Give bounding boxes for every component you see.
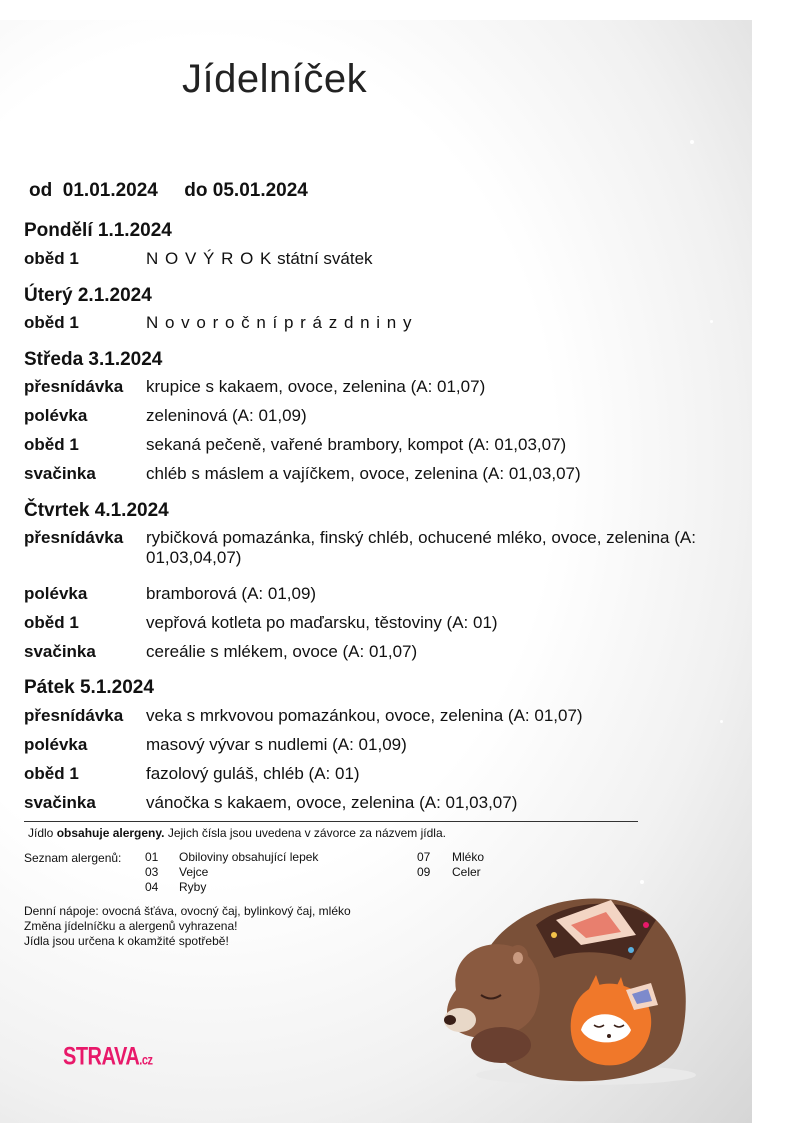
meal-label: polévka: [24, 584, 88, 603]
meal-label: oběd 1: [24, 435, 79, 454]
meal-text: sekaná pečeně, vařené brambory, kompot (A: 01,03,07): [146, 435, 567, 454]
meal-label: polévka: [24, 735, 88, 754]
day-heading: Středa 3.1.2024: [24, 349, 163, 370]
day-heading: Pondělí 1.1.2024: [24, 220, 172, 241]
meal-text: vepřová kotleta po maďarsku, těstoviny (A: 01): [146, 613, 498, 632]
meal-label: svačinka: [24, 642, 96, 661]
sleeping-bear-fox-illustration: [436, 880, 696, 1090]
meal-text: bramborová (A: 01,09): [146, 584, 317, 603]
meal-text: chléb s máslem a vajíčkem, ovoce, zelenina (A: 01,03,07): [146, 464, 581, 483]
holiday-name: N O V Ý R O K: [146, 249, 273, 268]
logo-text: STRAVA: [63, 1043, 140, 1071]
meal-label: oběd 1: [24, 764, 79, 783]
meal-text: zeleninová (A: 01,09): [146, 406, 307, 425]
allergen-note: [28, 826, 446, 840]
strava-logo: [63, 1043, 152, 1072]
consumption-note: Jídla jsou určena k okamžité spotřebě!: [24, 934, 229, 948]
meal-label: svačinka: [24, 464, 96, 483]
allergen-code: 01: [145, 850, 159, 864]
meal-label: přesnídávka: [24, 377, 124, 396]
holiday-name: N o v o r o č n í p r á z d n i n y: [146, 313, 413, 332]
meal-text: [146, 313, 746, 333]
date-to-label: do: [184, 180, 208, 201]
meal-text: fazolový guláš, chléb (A: 01): [146, 764, 360, 783]
meal-label: oběd 1: [24, 613, 79, 632]
meal-label: přesnídávka: [24, 528, 124, 547]
allergen-name: Ryby: [179, 880, 207, 894]
day-heading: Pátek 5.1.2024: [24, 677, 154, 698]
allergen-code: 07: [417, 850, 431, 864]
logo-suffix: .cz: [139, 1053, 153, 1069]
meal-label: oběd 1: [24, 313, 79, 332]
drinks-note: Denní nápoje: ovocná šťáva, ovocný čaj, bylinkový čaj, mléko: [24, 904, 351, 918]
date-from-label: od: [29, 180, 53, 201]
meal-text: veka s mrkvovou pomazánkou, ovoce, zelenina (A: 01,07): [146, 706, 583, 725]
meal-label: svačinka: [24, 793, 96, 812]
allergen-list-label: Seznam alergenů:: [24, 851, 122, 865]
allergen-name: Celer: [452, 865, 481, 879]
date-from: 01.01.2024: [62, 180, 158, 201]
meal-text: [146, 249, 746, 269]
allergen-note-suffix: Jejich čísla jsou uvedena v závorce za názvem jídla.: [164, 826, 446, 840]
day-heading: Úterý 2.1.2024: [24, 285, 152, 306]
day-heading: Čtvrtek 4.1.2024: [24, 500, 169, 521]
meal-label: polévka: [24, 406, 88, 425]
meal-label: oběd 1: [24, 249, 79, 268]
divider: [24, 821, 638, 822]
meal-text: rybičková pomazánka, finský chléb, ochucené mléko, ovoce, zelenina (A: 01,03,04,07): [146, 528, 696, 567]
meal-label: přesnídávka: [24, 706, 124, 725]
page-title: Jídelníček: [182, 57, 368, 101]
allergen-name: Vejce: [179, 865, 209, 879]
meal-text: vánočka s kakaem, ovoce, zelenina (A: 01,03,07): [146, 793, 518, 812]
meal-text: krupice s kakaem, ovoce, zelenina (A: 01,07): [146, 377, 486, 396]
allergen-code: 03: [145, 865, 159, 879]
holiday-note: státní svátek: [277, 249, 373, 268]
allergen-name: Obiloviny obsahující lepek: [179, 850, 319, 864]
allergen-code: 04: [145, 880, 159, 894]
date-to: 05.01.2024: [212, 180, 308, 201]
change-note: Změna jídelníčku a alergenů vyhrazena!: [24, 919, 238, 933]
meal-text: masový vývar s nudlemi (A: 01,09): [146, 735, 407, 754]
allergen-name: Mléko: [452, 850, 485, 864]
allergen-note-bold: obsahuje alergeny.: [56, 826, 165, 840]
allergen-code: 09: [417, 865, 431, 879]
meal-text: cereálie s mlékem, ovoce (A: 01,07): [146, 642, 418, 661]
date-range: [29, 180, 308, 202]
allergen-note-prefix: Jídlo: [28, 826, 57, 840]
